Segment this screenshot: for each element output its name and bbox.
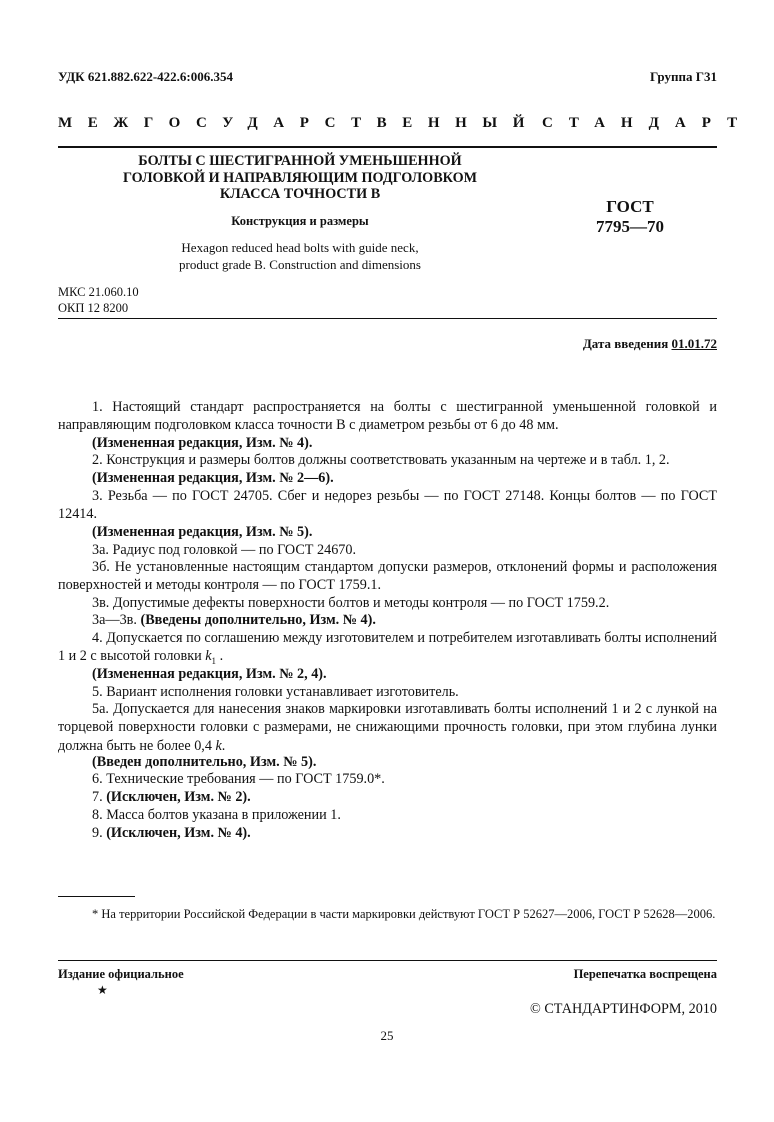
paragraph-9	[58, 824, 717, 842]
introduction-date	[583, 336, 717, 352]
title-block	[58, 153, 542, 203]
paragraph-3b: 3б. Не установленные настоящим стандартом допуски размеров, отклонений формы и расположения поверхностей и методы контроля — по ГОСТ 1759.1.	[58, 559, 717, 594]
group-code: Группа Г31	[649, 69, 717, 84]
date-label: Дата введения	[582, 336, 672, 351]
paragraph-3a-3v-note: (Введены дополнительно, Изм. № 4).	[140, 612, 376, 628]
paragraph-4-note: (Измененная редакция, Изм. № 2, 4).	[92, 666, 327, 682]
title-line-2: ГОЛОВКОЙ И НАПРАВЛЯЮЩИМ ПОДГОЛОВКОМ	[122, 169, 478, 186]
date-value: 01.01.72	[671, 336, 717, 351]
symbol-k-subscript: 1	[211, 656, 217, 667]
paragraph-3a-3v-prefix: 3а—3в.	[92, 612, 141, 628]
subtitle: Конструкция и размеры	[231, 214, 369, 228]
interstate-label: МЕЖГОСУДАРСТВЕННЫЙ	[58, 115, 541, 131]
paragraph-9-prefix: 9.	[92, 825, 107, 841]
gost-block	[565, 197, 695, 237]
classification-codes	[58, 284, 139, 316]
paragraph-2: 2. Конструкция и размеры болтов должны соответствовать указанным на чертеже и в табл. 1, 2.	[92, 452, 670, 468]
paragraph-6: 6. Технические требования — по ГОСТ 1759.0*.	[92, 771, 385, 787]
star-icon: ★	[97, 983, 108, 997]
gost-label: ГОСТ	[606, 197, 654, 216]
paragraph-7-prefix: 7.	[92, 789, 107, 805]
paragraph-5a-note: (Введен дополнительно, Изм. № 5).	[92, 754, 317, 770]
paragraph-5a	[58, 700, 717, 755]
title-rule	[58, 318, 717, 319]
paragraph-1: 1. Настоящий стандарт распространяется на болты с шестигранной уменьшенной головкой и направляющим подголовком класса точности В с диаметром резьбы от 6 до 48 мм.	[58, 399, 717, 434]
paragraph-2-note: (Измененная редакция, Изм. № 2—6).	[92, 470, 334, 486]
paragraph-7	[58, 788, 717, 806]
title-line-3: КЛАССА ТОЧНОСТИ В	[219, 186, 381, 202]
page-number: 25	[380, 1028, 394, 1043]
paragraph-5a-end: .	[221, 737, 226, 754]
reprint-notice: Перепечатка воспрещена	[573, 967, 717, 981]
title-line-1: БОЛТЫ С ШЕСТИГРАННОЙ УМЕНЬШЕННОЙ	[138, 153, 462, 169]
english-title-line-1: Hexagon reduced head bolts with guide neck,	[181, 240, 419, 255]
english-title	[58, 239, 542, 273]
symbol-k-5a: k	[215, 737, 222, 754]
official-edition: Издание официальное	[58, 967, 184, 981]
paragraph-3v: 3в. Допустимые дефекты поверхности болтов и методы контроля — по ГОСТ 1759.2.	[92, 595, 610, 611]
paragraph-5: 5. Вариант исполнения головки устанавливает изготовитель.	[92, 684, 459, 700]
okp-code: ОКП 12 8200	[58, 301, 129, 315]
standard-label: СТАНДАРТ	[542, 115, 754, 131]
paragraph-9-note: (Исключен, Изм. № 4).	[106, 825, 251, 841]
paragraph-3-note: (Измененная редакция, Изм. № 5).	[92, 524, 313, 540]
paragraph-3: 3. Резьба — по ГОСТ 24705. Сбег и недорез резьбы — по ГОСТ 27148. Концы болтов — по ГОСТ 12414.	[58, 488, 717, 523]
paragraph-3a-3v	[58, 611, 717, 629]
copyright: © СТАНДАРТИНФОРМ, 2010	[530, 1001, 717, 1017]
paragraph-4-text: 4. Допускается по соглашению между изготовителем и потребителем изготавливать болты исполнений 1 и 2 с высотой головки	[58, 630, 717, 665]
udk-code: УДК 621.882.622-422.6:006.354	[58, 69, 234, 84]
header-rule	[58, 146, 717, 148]
paragraph-1-note: (Измененная редакция, Изм. № 4).	[92, 435, 313, 451]
gost-number: 7795—70	[596, 217, 664, 236]
paragraph-8: 8. Масса болтов указана в приложении 1.	[92, 807, 341, 823]
paragraph-3a: 3а. Радиус под головкой — по ГОСТ 24670.	[92, 542, 357, 558]
footnote: * На территории Российской Федерации в части маркировки действуют ГОСТ Р 52627—2006, ГОСТ Р 52628—2006.	[92, 907, 716, 921]
paragraph-7-note: (Исключен, Изм. № 2).	[106, 789, 251, 805]
footer-rule	[58, 960, 717, 961]
symbol-k: k	[205, 648, 212, 665]
mks-code: МКС 21.060.10	[58, 285, 139, 299]
footnote-separator	[58, 896, 135, 897]
paragraph-4-end: .	[216, 648, 224, 665]
english-title-line-2: product grade B. Construction and dimensions	[179, 257, 421, 272]
paragraph-5a-text: 5а. Допускается для нанесения знаков маркировки изготавливать болты исполнений 1 и 2 с лункой на торцевой поверхности головки с размерами, не снижающими прочность головки, при этом глубина лунки должна быть не более 0,4	[58, 701, 717, 754]
